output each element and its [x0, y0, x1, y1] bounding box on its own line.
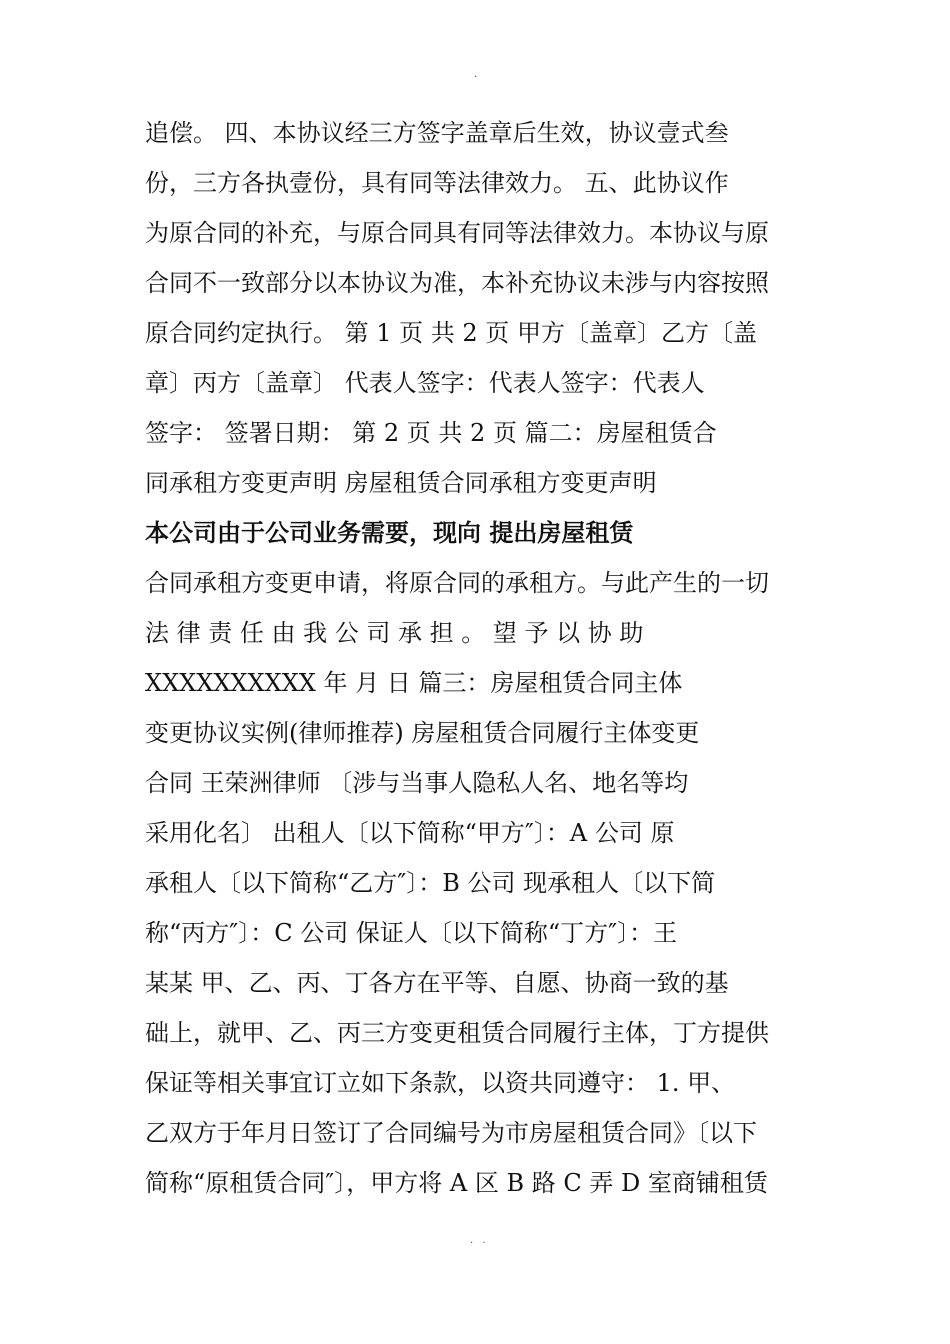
text-line: 采用化名〕 出租人〔以下简称“甲方″〕：A 公司 原: [145, 819, 675, 847]
text-line: 变更协议实例(律师推荐) 房屋租赁合同履行主体变更: [145, 719, 700, 747]
text-line: 合同不一致部分以本协议为准，本补充协议未涉与内容按照: [145, 269, 769, 297]
page-footer-mark: . .: [470, 1235, 489, 1246]
text-line: 乙双方于年月日签订了合同编号为市房屋租赁合同》〔以下: [145, 1119, 757, 1147]
text-line: 合同承租方变更申请，将原合同的承租方。与此产生的一切: [145, 569, 769, 597]
document-body: [145, 108, 810, 1208]
text-line: 某某 甲、乙、丙、丁各方在平等、自愿、协商一致的基: [145, 969, 729, 997]
text-line: 份，三方各执壹份，具有同等法律效力。 五、此协议作: [145, 169, 729, 197]
text-line: 称“丙方″〕：C 公司 保证人〔以下简称“丁方″〕：王: [145, 919, 678, 947]
page-header-mark: .: [474, 69, 478, 80]
text-line: 承租人〔以下简称“乙方″〕：B 公司 现承租人〔以下简: [145, 869, 716, 897]
text-line: 为原合同的补充，与原合同具有同等法律效力。本协议与原: [145, 219, 769, 247]
text-line: 法 律 责 任 由 我 公 司 承 担 。 望 予 以 协 助: [145, 619, 644, 647]
text-line: 保证等相关事宜订立如下条款，以资共同遵守： 1. 甲、: [145, 1069, 736, 1097]
text-line: 原合同约定执行。 第 1 页 共 2 页 甲方〔盖章〕乙方〔盖: [145, 319, 757, 347]
text-line: 简称“原租赁合同″〕，甲方将 A 区 B 路 C 弄 D 室商铺租赁: [145, 1169, 768, 1197]
text-line: 同承租方变更声明 房屋租赁合同承租方变更声明: [145, 469, 657, 497]
text-line: XXXXXXXXXX 年 月 日 篇三：房屋租赁合同主体: [145, 669, 683, 697]
text-line: 追偿。 四、本协议经三方签字盖章后生效，协议壹式叁: [145, 119, 729, 147]
text-line-bold: 本公司由于公司业务需要，现向 提出房屋租赁: [145, 518, 634, 547]
text-line: 章〕丙方〔盖章〕 代表人签字：代表人签字：代表人: [145, 369, 705, 397]
text-line: 签字： 签署日期： 第 2 页 共 2 页 篇二：房屋租赁合: [145, 419, 717, 447]
text-line: 础上，就甲、乙、丙三方变更租赁合同履行主体，丁方提供: [145, 1019, 769, 1047]
text-line: 合同 王荣洲律师 〔涉与当事人隐私人名、地名等均: [145, 769, 689, 797]
